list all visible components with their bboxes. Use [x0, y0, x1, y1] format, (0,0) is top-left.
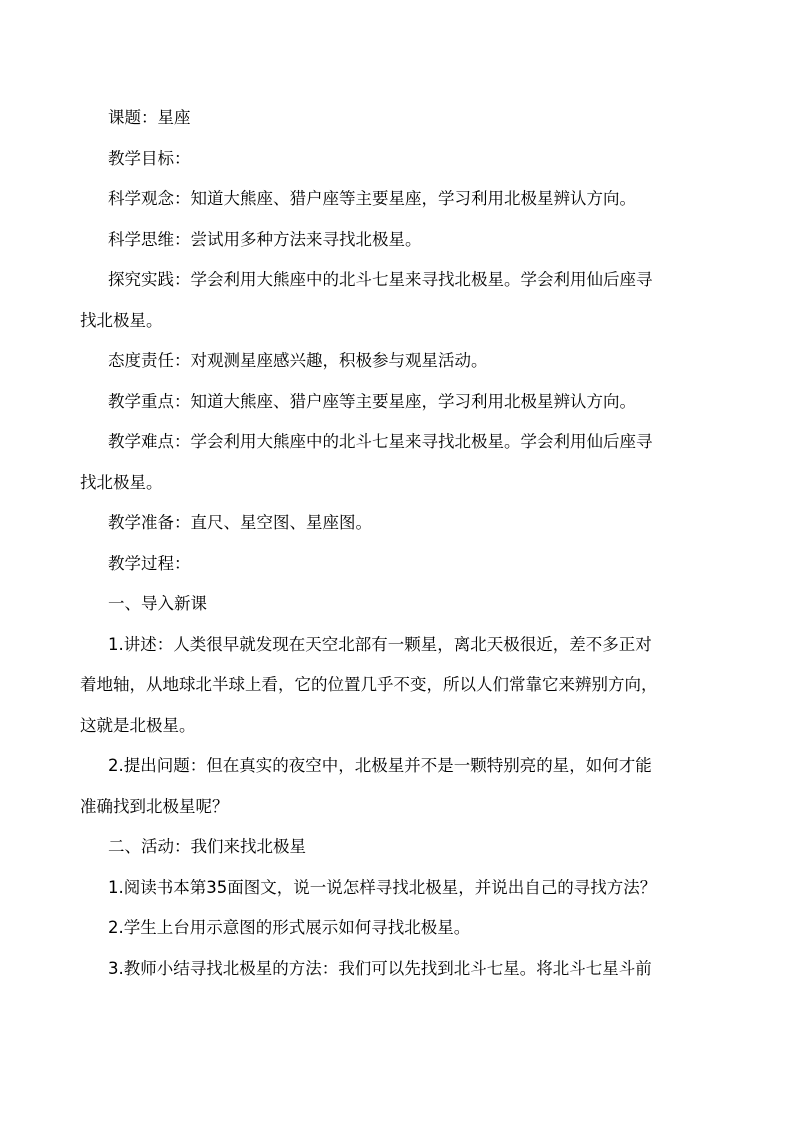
objective-inquiry-practice: 探究实践：学会利用大熊座中的北斗七星来寻找北极星。学会利用仙后座寻 — [108, 270, 653, 289]
activity-step-3: 3.教师小结寻找北极星的方法：我们可以先找到北斗七星。将北斗七星斗前 — [108, 958, 652, 978]
process-heading: 教学过程： — [108, 553, 191, 573]
activity-step-1: 1.阅读书本第35面图文，说一说怎样寻找北极星，并说出自己的寻找方法？ — [108, 877, 657, 897]
section-two-heading: 二、活动：我们来找北极星 — [108, 837, 306, 856]
step-1-narration-cont-2: 这就是北极星。 — [80, 715, 196, 735]
activity-step-2: 2.学生上台用示意图的形式展示如何寻找北极星。 — [108, 918, 471, 937]
objective-science-concept: 科学观念：知道大熊座、猎户座等主要星座，学习利用北极星辨认方向。 — [108, 189, 636, 208]
teaching-focus: 教学重点：知道大熊座、猎户座等主要星座，学习利用北极星辨认方向。 — [108, 391, 636, 411]
objective-inquiry-practice-cont: 找北极星。 — [80, 310, 163, 330]
step-2-question: 2.提出问题：但在真实的夜空中，北极星并不是一颗特别亮的星，如何才能 — [108, 756, 652, 775]
teaching-preparation: 教学准备：直尺、星空图、星座图。 — [108, 513, 372, 532]
document-body — [80, 98, 714, 989]
section-one-heading: 一、导入新课 — [108, 594, 207, 613]
lesson-title: 课题：星座 — [108, 108, 191, 127]
objective-science-thinking: 科学思维：尝试用多种方法来寻找北极星。 — [108, 229, 422, 249]
teaching-difficulty-cont: 找北极星。 — [80, 472, 163, 492]
teaching-difficulty: 教学难点：学会利用大熊座中的北斗七星来寻找北极星。学会利用仙后座寻 — [108, 432, 653, 451]
step-1-narration-cont: 着地轴，从地球北半球上看，它的位置几乎不变，所以人们常靠它来辨别方向， — [80, 675, 658, 694]
objective-attitude: 态度责任：对观测星座感兴趣，积极参与观星活动。 — [108, 351, 488, 370]
objectives-heading: 教学目标： — [108, 148, 191, 168]
step-1-narration: 1.讲述：人类很早就发现在天空北部有一颗星，离北天极很近，差不多正对 — [108, 634, 652, 654]
step-2-question-cont: 准确找到北极星呢？ — [80, 796, 229, 816]
